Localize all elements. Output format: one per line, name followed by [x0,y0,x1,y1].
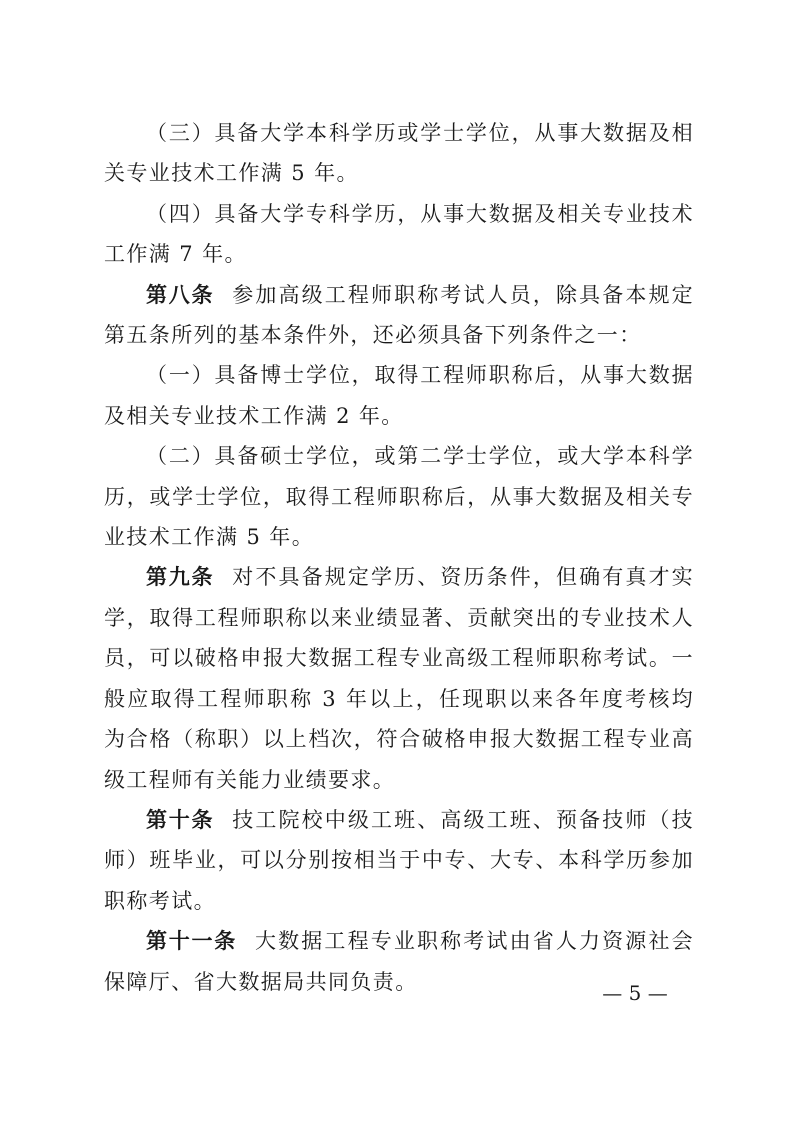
paragraph-text: 参加高级工程师职称考试人员，除具备本规定第五条所列的基本条件外，还必须具备下列条件之一： [104,282,695,348]
paragraph-text: 大数据工程专业职称考试由省人力资源社会保障厅、省大数据局共同负责。 [104,929,694,994]
paragraph-clause-3 [104,113,694,194]
article-10 [104,800,694,921]
article-heading: 第十条 [146,807,215,832]
article-heading: 第十一条 [146,929,237,954]
paragraph-text: （一）具备博士学位，取得工程师职称后，从事大数据及相关专业技术工作满 2 年。 [104,363,694,428]
paragraph-clause-2 [104,436,694,557]
article-heading: 第九条 [146,565,215,590]
paragraph-clause-1 [104,355,694,436]
document-body [104,113,694,1002]
paragraph-text: （三）具备大学本科学历或学士学位，从事大数据及相关专业技术工作满 5 年。 [104,121,694,186]
paragraph-text: （二）具备硕士学位，或第二学士学位，或大学本科学历，或学士学位，取得工程师职称后，从事大数据及相关专业技术工作满 5 年。 [104,444,694,550]
paragraph-text: 技工院校中级工班、高级工班、预备技师（技师）班毕业，可以分别按相当于中专、大专、本科学历参加职称考试。 [104,807,695,913]
article-8 [104,275,694,356]
paragraph-clause-4 [104,194,694,275]
article-heading: 第八条 [146,282,215,307]
article-9 [104,557,694,799]
page-number: — 5 — [602,981,668,1005]
paragraph-text: （四）具备大学专科学历，从事大数据及相关专业技术工作满 7 年。 [104,201,694,267]
paragraph-text: 对不具备规定学历、资历条件，但确有真才实学，取得工程师职称以来业绩显著、贡献突出的专业技术人员，可以破格申报大数据工程专业高级工程师职称考试。一般应取得工程师职称 3 年以上，任现职以来各年度考核均为合格（称职）以上档次，符合破格申报大数据工程专业高级工程师有关能力业绩要求。 [104,565,695,792]
